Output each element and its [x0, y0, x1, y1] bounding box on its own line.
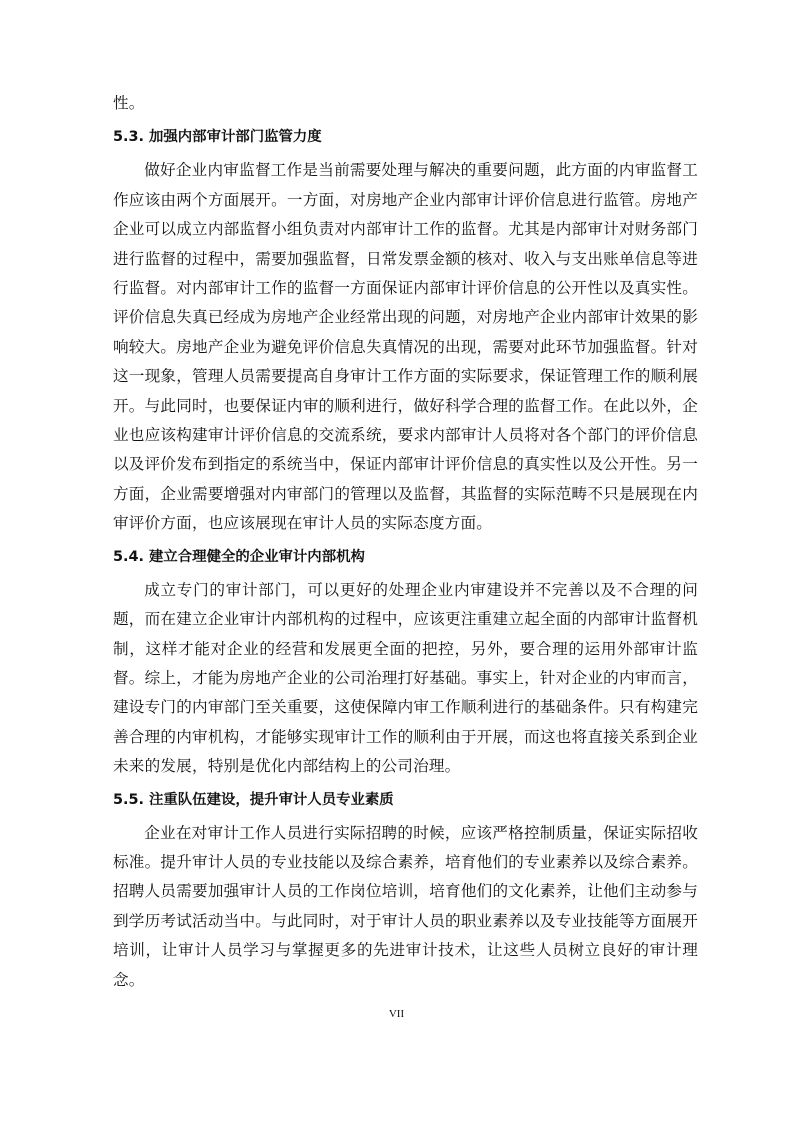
section-5-5	[113, 784, 698, 995]
section-number: 5.4.	[113, 548, 144, 565]
body-paragraph: 成立专门的审计部门，可以更好的处理企业内审建设并不完善以及不合理的问题，而在建立企业审计内部机构的过程中，应该更注重建立起全面的内部审计监督机制，这样才能对企业的经营和发展更全面的把控，另外，要合理的运用外部审计监督。综上，才能为房地产企业的公司治理打好基础。事实上，针对企业的内审而言，建设专门的内审部门至关重要，这使保障内审工作顺利进行的基础条件。只有构建完善合理的内审机构，才能够实现审计工作的顺利由于开展，而这也将直接关系到企业未来的发展，特别是优化内部结构上的公司治理。	[113, 580, 698, 776]
section-number: 5.5.	[113, 791, 144, 808]
section-5-3	[113, 121, 698, 538]
section-title: 加强内部审计部门监管力度	[149, 129, 322, 146]
page-number: VII	[388, 1008, 405, 1020]
continued-paragraph-fragment: 性。	[113, 94, 145, 112]
body-paragraph: 企业在对审计工作人员进行实际招聘的时候，应该严格控制质量，保证实际招收标准。提升审计人员的专业技能以及综合素养，培育他们的专业素养以及综合素养。招聘人员需要加强审计人员的工作岗位培训，培育他们的文化素养，让他们主动参与到学历考试活动当中。与此同时，对于审计人员的职业素养以及专业技能等方面展开培训，让审计人员学习与掌握更多的先进审计技术，让这些人员树立良好的审计理念。	[113, 823, 698, 989]
section-title: 建立合理健全的企业审计内部机构	[149, 548, 365, 565]
section-title: 注重队伍建设，提升审计人员专业素质	[149, 791, 394, 808]
section-5-4	[113, 541, 698, 782]
section-heading	[113, 121, 698, 153]
section-heading	[113, 541, 698, 573]
section-heading	[113, 784, 698, 816]
section-number: 5.3.	[113, 129, 144, 146]
body-paragraph: 做好企业内审监督工作是当前需要处理与解决的重要问题，此方面的内审监督工作应该由两个方面展开。一方面，对房地产企业内部审计评价信息进行监管。房地产企业可以成立内部监督小组负责对内部审计工作的监督。尤其是内部审计对财务部门进行监督的过程中，需要加强监督，日常发票金额的核对、收入与支出账单信息等进行监督。对内部审计工作的监督一方面保证内部审计评价信息的公开性以及真实性。评价信息失真已经成为房地产企业经常出现的问题，对房地产企业内部审计效果的影响较大。房地产企业为避免评价信息失真情况的出现，需要对此环节加强监督。针对这一现象，管理人员需要提高自身审计工作方面的实际要求，保证管理工作的顺利展开。与此同时，也要保证内审的顺利进行，做好科学合理的监督工作。在此以外，企业也应该构建审计评价信息的交流系统，要求内部审计人员将对各个部门的评价信息以及评价发布到指定的系统当中，保证内部审计评价信息的真实性以及公开性。另一方面，企业需要增强对内审部门的管理以及监督，其监督的实际范畴不只是展现在内审评价方面，也应该展现在审计人员的实际态度方面。	[113, 161, 698, 533]
page-content	[113, 89, 698, 995]
